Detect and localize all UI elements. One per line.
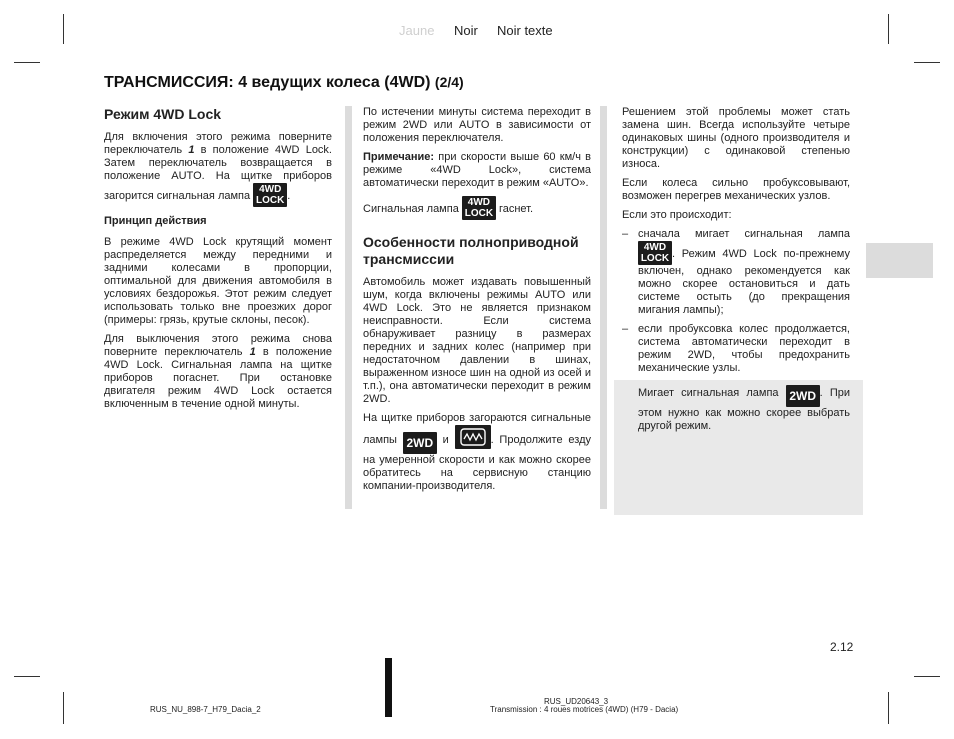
tyre-warning-icon (455, 425, 491, 449)
paragraph: Мигает сигнальная лампа 2WD . При этом нужно как можно скорее выбрать другой режим. (638, 387, 851, 432)
column-divider (345, 106, 352, 509)
crop-mark (63, 692, 64, 724)
4wd-lock-lamp-icon: 4WD LOCK (462, 196, 496, 220)
paragraph: Для включения этого режима поверните переключатель 1 в положение 4WD Lock. Затем переключатель возвращается в положение AUTO. На щитке приборов загорится сигнальная лампа 4WD LOCK . (104, 131, 332, 206)
page-title-main: ТРАНСМИССИЯ: 4 ведущих колеса (4WD) (104, 74, 431, 91)
page-title-part: (2/4) (434, 74, 464, 90)
2wd-lamp-icon: 2WD (786, 385, 820, 407)
color-label-noir-texte: Noir texte (497, 23, 553, 38)
color-label-noir: Noir (454, 23, 478, 38)
paragraph: По истечении минуты система переходит в режим 2WD или AUTO в зависимости от положения переключателя. (363, 106, 591, 144)
list-item: – сначала мигает сигнальная лампа 4WD LOCK . Режим 4WD Lock по-прежнему включен, однако рекомендуется как можно скорее остановиться и дать системе остыть (до прекращения мигания лампы); (622, 228, 850, 316)
footer-left: RUS_NU_898-7_H79_Dacia_2 (150, 705, 261, 714)
crop-mark (63, 14, 64, 44)
paragraph: Если колеса сильно пробуксовывают, возможен перегрев механических узлов. (622, 177, 850, 202)
crop-mark (14, 62, 40, 63)
section-tab (866, 243, 933, 278)
4wd-lock-lamp-icon: 4WD LOCK (253, 183, 287, 207)
list-item: – если пробуксовка колес продолжается, система автоматически переходит в режим 2WD, чтобы предохранить механические узлы. (622, 323, 850, 374)
column-divider (600, 106, 607, 509)
crop-mark (888, 14, 889, 44)
switch-number: 1 (249, 346, 256, 358)
paragraph: Сигнальная лампа 4WD LOCK гаснет. (363, 197, 534, 219)
footer-code: RUS_UD20643_3 (544, 697, 609, 706)
column-2 (363, 106, 591, 499)
note-label: Примечание: (363, 151, 435, 163)
2wd-lamp-icon: 2WD (403, 432, 437, 454)
crop-mark (914, 676, 940, 677)
heading-awd-features: Особенности полноприводной трансмиссии (363, 234, 579, 267)
color-label-jaune: Jaune (399, 23, 435, 38)
subheading-principle: Принцип действия (104, 215, 207, 227)
paragraph: Для выключения этого режима снова поверните переключатель 1 в положение 4WD Lock. Сигнальная лампа на щитке приборов погаснет. При остановке двигателя режим 4WD Lock остается включенным в течение одной минуты. (104, 333, 333, 410)
binding-bar (385, 658, 392, 717)
column-1 (104, 106, 332, 417)
4wd-lock-lamp-icon: 4WD LOCK (638, 241, 672, 265)
crop-mark (914, 62, 940, 63)
paragraph: На щитке приборов загораются сигнальные лампы 2WD и . Продолжите езду на умеренной скорости и как можно скорее обратитесь на сервисную станцию компании-производителя. (363, 412, 591, 492)
paragraph: В режиме 4WD Lock крутящий момент распределяется между передними и задними колесами в пропорции, оптимальной для движения автомобиля в условиях бездорожья. Этот режим следует использовать только вне проезжих дорог (примеры: грязь, крутые склоны, песок). (104, 236, 332, 326)
footer-title: Transmission : 4 roues motrices (4WD) (H79 - Dacia) (490, 705, 679, 714)
note-paragraph: Примечание: при скорости выше 60 км/ч в режиме «4WD Lock», система автоматически переходит в режим «AUTO». (363, 151, 591, 189)
paragraph: Решением этой проблемы может стать замена шин. Всегда используйте четыре одинаковых шины (одного производителя и конструкции) с одинаковой степенью износа. (622, 106, 850, 170)
page-number: 2.12 (830, 640, 854, 654)
paragraph: Если это происходит: (622, 209, 732, 221)
heading-4wd-lock: Режим 4WD Lock (104, 106, 222, 122)
column-3 (622, 106, 850, 439)
page-title (104, 74, 464, 92)
switch-number: 1 (188, 144, 195, 156)
crop-mark (888, 692, 889, 724)
paragraph: Автомобиль может издавать повышенный шум, когда включены режимы AUTO или 4WD Lock. Это не является признаком неисправности. Если система обнаруживает разницу в размерах передних и задних колес (например при недостаточном давлении в шинах, выраженном износе шин на одной из осей и т.п.), она автоматически переходит в режим 2WD. (363, 276, 591, 405)
crop-mark (14, 676, 40, 677)
